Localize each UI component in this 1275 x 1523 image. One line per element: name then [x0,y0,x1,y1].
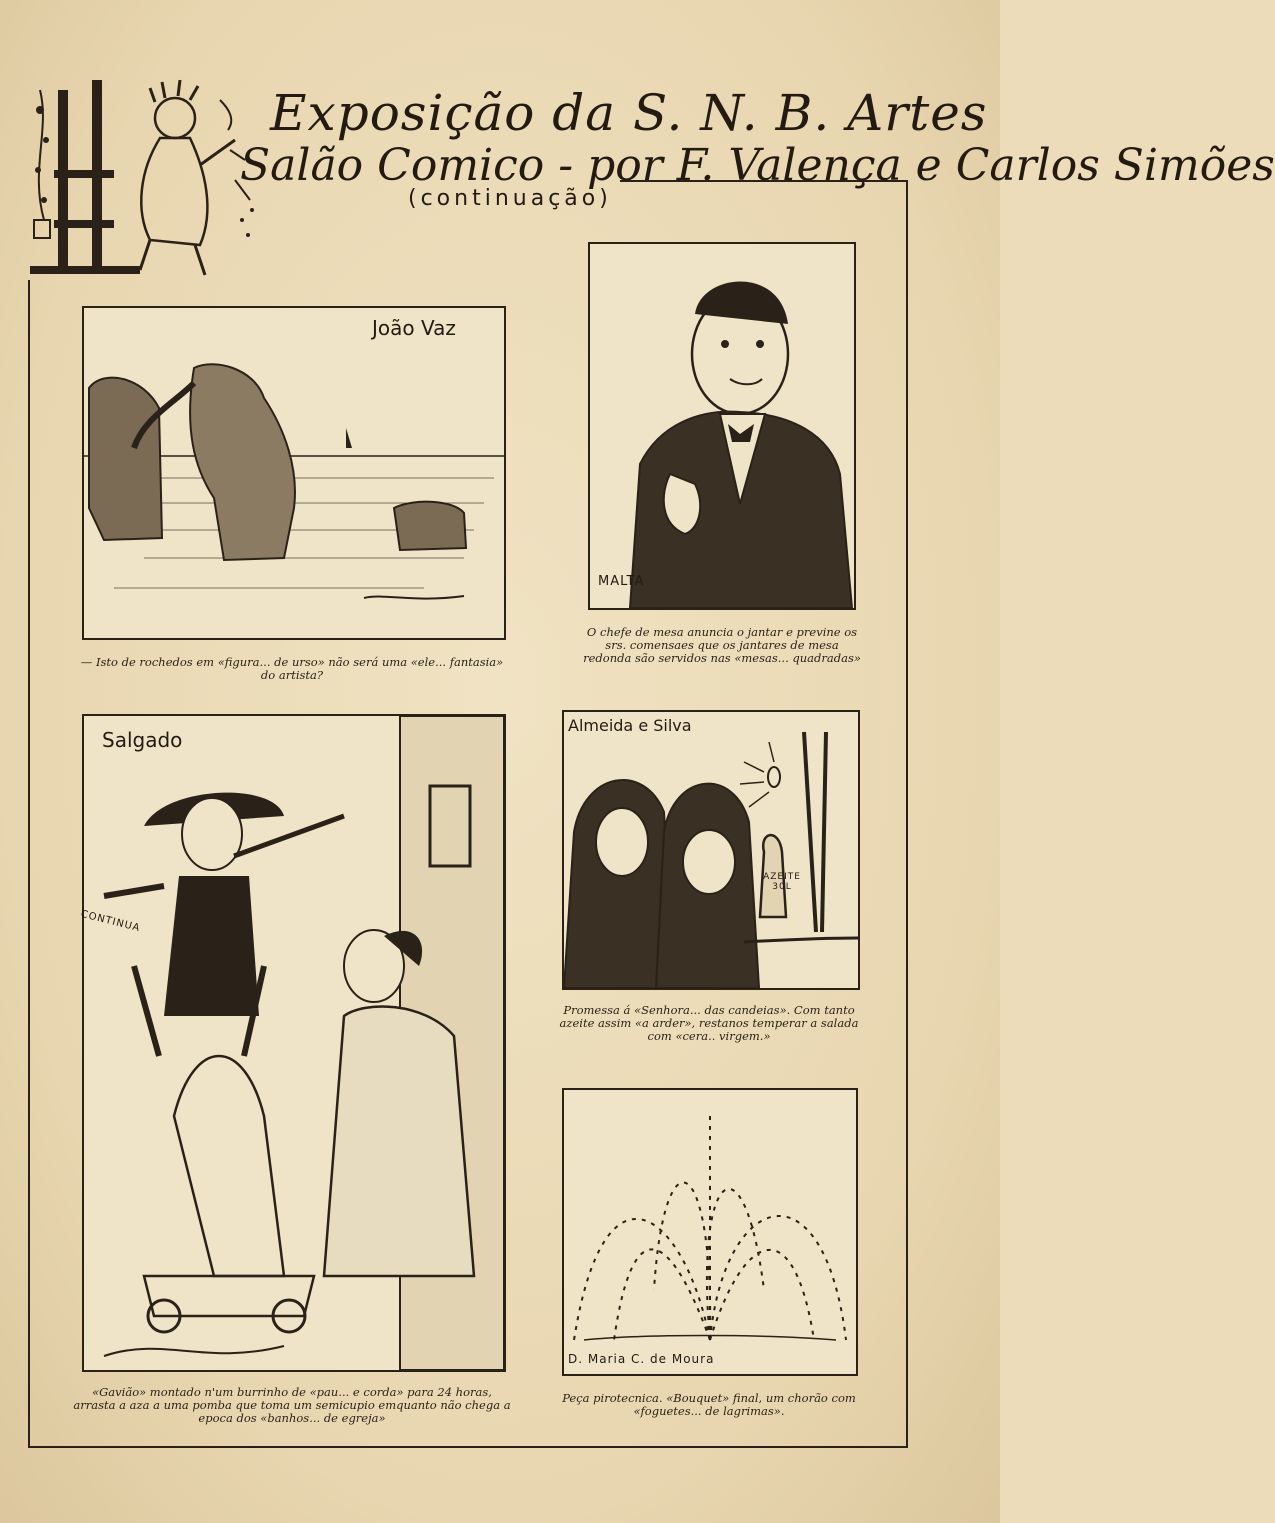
jug-label: AZEITE 30L [763,872,801,892]
easel-painter-illustration [30,70,270,290]
panel-caption: Peça pirotecnica. «Bouquet» final, um chorão com «foguetes... de lagrimas». [562,1391,856,1418]
elephant-rocks-illustration [84,308,504,638]
panel-caption: — Isto de rochedos em «figura... de urso» não será uma «ele... fantasia» do artista? [80,655,504,682]
panel-caption: O chefe de mesa anuncia o jantar e previne os srs. comensaes que os jantares de mesa redonda são servidos nas «mesas... quadradas» [583,625,861,665]
artist-signature: D. Maria C. de Moura [568,1352,715,1366]
cartoon-panel-waiter [588,242,856,610]
sign-label: CONTINUA [79,908,142,935]
panel-caption: «Gavião» montado n'um burrinho de «pau... e corda» para 24 horas, arrasta a aza a uma pomba que toma um semicupio emquanto não chega a epoca dos «banhos... de egreja» [73,1385,511,1425]
artist-signature: João Vaz [372,316,456,340]
artist-signature: MALTA [598,574,645,589]
fireworks-illustration [564,1090,856,1374]
page-title: Exposição da S. N. B. Artes [270,84,988,142]
cartoon-panel-fireworks [562,1088,858,1376]
waiter-portrait-illustration [590,244,854,608]
rider-donkey-illustration [84,716,504,1370]
frame-right [906,180,908,1448]
continuation-label: (continuação) [408,186,612,211]
page-subtitle: Salão Comico - por F. Valença e Carlos Simões [240,140,1275,191]
cartoon-panel-donkey [79,714,506,1372]
cartoon-panel-elephants [82,306,506,640]
frame-bottom [28,1446,908,1448]
frame-left [28,280,30,1448]
cartoon-panel-nuns [562,710,860,990]
panel-caption: Promessa á «Senhora... das candeias». Com tanto azeite assim «a arder», restanos temperar a salada com «cera.. virgem.» [559,1003,859,1043]
artist-signature: Almeida e Silva [568,716,692,735]
artist-signature: Salgado [102,728,183,752]
nuns-candles-illustration [564,712,858,988]
